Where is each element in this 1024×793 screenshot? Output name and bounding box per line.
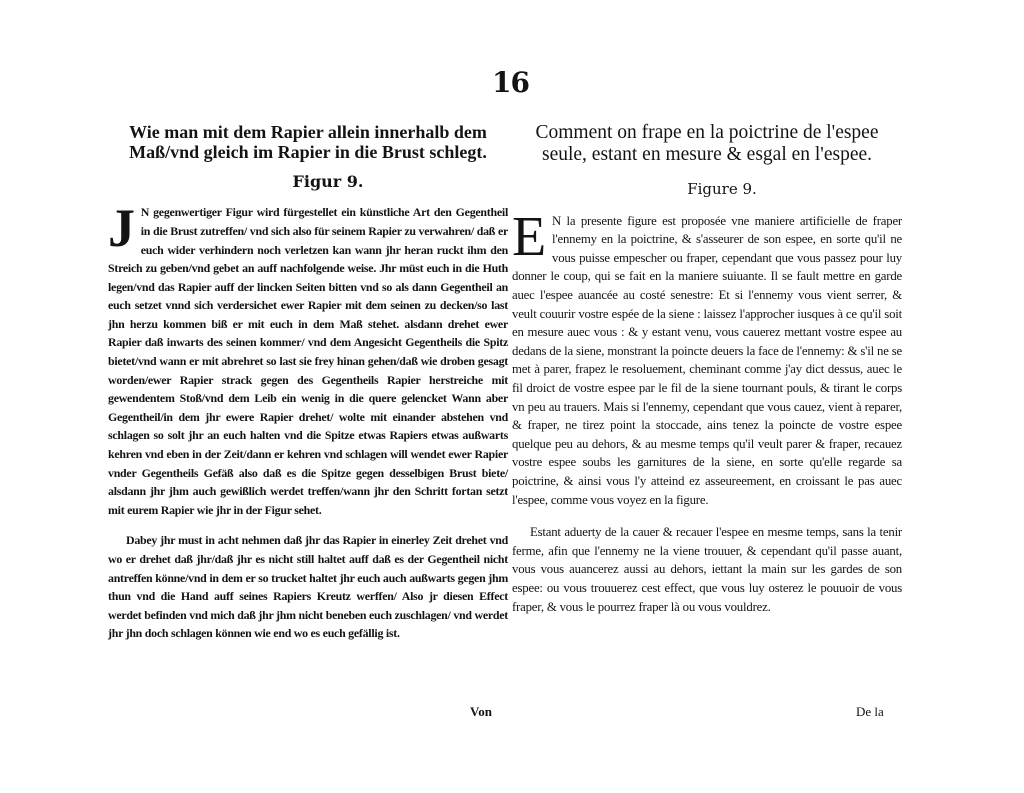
french-heading: Comment on frape en la poictrine de l'espee seule, estant en mesure & esgal en l'espee.	[535, 122, 879, 165]
french-column	[512, 122, 902, 616]
page-number: 16	[492, 66, 529, 99]
german-figure-label: Figur 9.	[292, 172, 364, 192]
german-dropcap: J	[108, 198, 135, 259]
french-dropcap: E	[512, 205, 547, 268]
french-paragraph-1	[512, 205, 902, 510]
french-paragraph-2: Estant aduerty de la cauer & recauer l'espee en mesme temps, sans la tenir ferme, afin que l'ennemy ne la viene trouuer, & cependant qu'il passe auant, vous vous auancerez aussi au dehors, iettant la main sur les gardes de son espee: ou vous trouuerez cest effect, que vous luy osterez le pouuoir de vous fraper, & vous le pourrez fraper là ou vous vouldrez.	[512, 525, 902, 614]
german-catchword: Von	[470, 704, 492, 719]
german-paragraph-1	[108, 198, 508, 519]
german-paragraph-1-text: N gegenwertiger Figur wird fürgestellet ein künstliche Art den Gegentheil in die Brust zutreffen/ vnd sich also für seinem Rapier zu verwahren/ daß er euch wider verhindern noch verletzen kan wann jhr heran ruckt ihm den Streich zu geben/vnd gebet an auff nachfolgende weise. Jhr müst euch in die Huth legen/vnd das Rapier auff der lincken Seiten bitten vnd so als dann Gegentheil an euch setzet vnnd sich verdersichet ewer Rapier mit dem seinen zu decken/so last jhn herzu kommen biß er mit euch in dem Maß stehet. alsdann drehet ewer Rapier daß inwarts des seinen kommer/ vnd dem Angesicht Gegentheils die Spitz bietet/vnd wann er mit abrehret so last sie frey hinan gehen/daß wie droben gesagt worden/ewer Rapier strack gegen des Gegentheils Rapier herstreiche mit gewendentem Stoß/vnd dem Leib ein wenig in die quere gelencket Wann aber Gegentheil/in dem jhr ewere Rapier drehet/ wolte mit einander abstehen vnd schlagen so solt jhr an euch halten vnd die Spitze etwas Rapiers etwas außwarts kehren vnd eben in der Zeit/dann er kehren vnd schlagen will wendet ewer Rapier vnder Gegentheils Gefäß also daß es die Spitze gegen desselbigen Brust biete/ alsdann jhr jhm auch gewißlich werdet treffen/wann jhr den Schritt fortan setzt mit eurem Rapier wie jhr in der Figur sehet.	[108, 205, 508, 517]
french-figure-label: Figure 9.	[687, 179, 757, 198]
german-paragraph-2: Dabey jhr must in acht nehmen daß jhr das Rapier in einerley Zeit drehet vnd wo er drehet daß jhr/daß jhr es nicht still haltet auff daß es der Gegentheil nicht antreffen könne/vnd in dem er so trucket haltet jhr euch auch außwarts gegen jhm thun vnd die Hand auff seines Rapiers Kreutz werffen/ Also jr diesen Effect werdet befinden vnd mich daß jhr jhm nicht beneben euch zuschlagen/ vnd werdet jhr jhn doch schlagen können wie end wo es euch gefällig ist.	[108, 533, 508, 641]
german-column	[108, 122, 508, 643]
french-catchword: De la	[856, 704, 884, 719]
german-heading: Wie man mit dem Rapier allein innerhalb dem Maß/vnd gleich im Rapier in die Brust schlegt.	[129, 122, 487, 163]
french-paragraph-1-text: N la presente figure est proposée vne maniere artificielle de fraper l'ennemy en la poictrine, & s'asseurer de son espee, en sorte qu'il ne vous puisse empescher ou fraper, cependant que vous passez pour luy donner le coup, qui se fait en la maniere suiuante. Il se fault mettre en garde auec l'espee auancée au costé senestre: Et si l'ennemy vous vient serrer, & veult couurir vostre espée de la siene : laissez l'approcher iusques à ce qu'il soit en mesure auec vous : & y estant venu, vous cauerez mettant vostre espee au dedans de la siene, monstrant la poincte deuers la face de l'ennemy: & s'il ne se met à parer, frapez le resoluement, cheminant comme j'ay dict dessus, auec le fil droict de vostre espee par le fil de la siene tournant pouls, & tirant le corps vn peu au trauers. Mais si l'ennemy, cependant que vous cauez, vient à reparer, & fraper, ne tirez point la stoccade, ains tenez la poincte de vostre espee quelque peu au dehors, & au mesme temps qu'il veult parer & fraper, recauez vostre espee soubs les garnitures de la siene, en sorte qu'elle regarde sa poictrine, & ainsi vous l'y atteind ez asseureement, en croissant le pas auec l'espee, comme vous voyez en la figure.	[512, 213, 902, 507]
